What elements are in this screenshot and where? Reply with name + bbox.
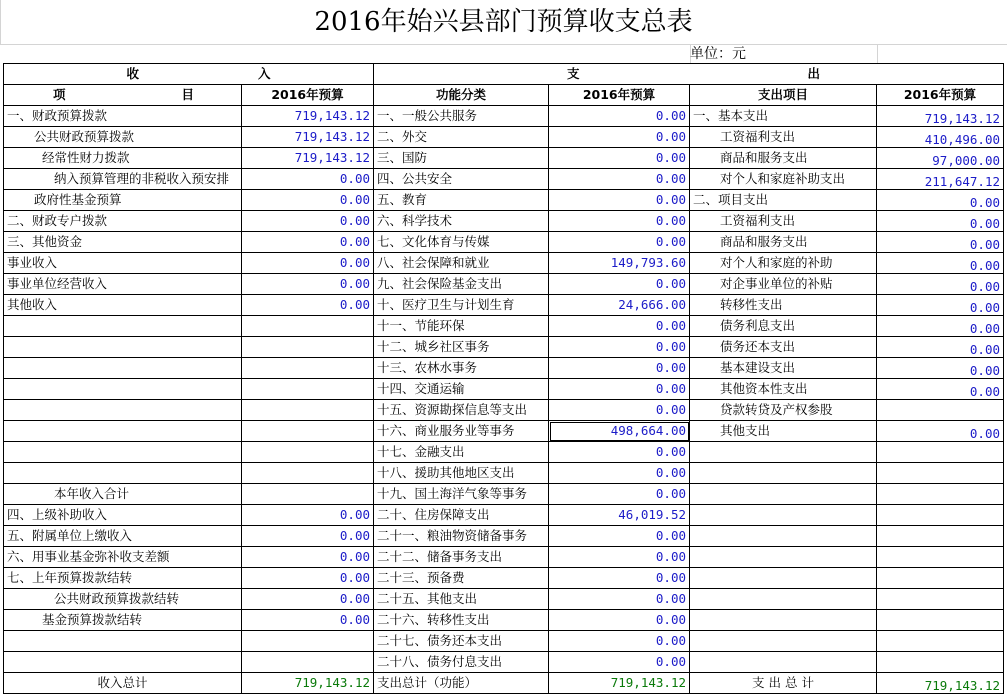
income-item-cell[interactable] [4,337,242,358]
expense-item-cell[interactable]: 对企事业单位的补贴 [690,274,877,295]
function-budget-cell[interactable]: 0.00 [549,442,690,463]
table-row [4,169,1004,190]
function-budget-cell[interactable]: 0.00 [549,379,690,400]
function-category-cell[interactable]: 二十五、其他支出 [374,589,549,610]
table-row [4,274,1004,295]
table-row [4,442,1004,463]
expense-item-cell[interactable]: 一、基本支出 [690,106,877,127]
function-budget-cell[interactable]: 0.00 [549,631,690,652]
col-header-function[interactable]: 功能分类 [374,85,549,106]
function-category-cell[interactable]: 二十、住房保障支出 [374,505,549,526]
income-budget-cell[interactable]: 0.00 [242,526,374,547]
income-item-cell[interactable] [4,421,242,442]
expense-item-cell[interactable]: 转移性支出 [690,295,877,316]
expense-budget-cell[interactable]: 0.00 [877,253,1004,274]
expense-item-cell[interactable] [690,589,877,610]
table-row [4,421,1004,442]
function-budget-cell[interactable]: 0.00 [549,610,690,631]
income-budget-cell[interactable]: 0.00 [242,589,374,610]
function-total-label[interactable]: 支出总计（功能） [374,673,549,694]
function-category-cell[interactable]: 五、教育 [374,190,549,211]
income-budget-cell[interactable]: 0.00 [242,295,374,316]
function-budget-cell[interactable]: 0.00 [549,589,690,610]
table-row [4,127,1004,148]
col-header-income-budget[interactable]: 2016年预算 [242,85,374,106]
income-budget-cell[interactable] [242,316,374,337]
function-budget-cell[interactable]: 0.00 [549,190,690,211]
table-row [4,631,1004,652]
expense-char-2: 出 [807,66,820,81]
income-item-cell[interactable]: 事业单位经营收入 [4,274,242,295]
function-budget-cell[interactable]: 0.00 [549,169,690,190]
function-category-cell[interactable]: 二十三、预备费 [374,568,549,589]
col-header-expense-item[interactable]: 支出项目 [690,85,877,106]
function-category-cell[interactable]: 四、公共安全 [374,169,549,190]
income-item-cell[interactable] [4,400,242,421]
expense-item-cell[interactable]: 其他支出 [690,421,877,442]
income-budget-cell[interactable] [242,337,374,358]
function-category-cell[interactable]: 二十七、债务还本支出 [374,631,549,652]
function-category-cell[interactable]: 十三、农林水事务 [374,358,549,379]
col-header-function-budget[interactable]: 2016年预算 [549,85,690,106]
expense-item-cell[interactable] [690,568,877,589]
function-category-cell[interactable]: 二十一、粮油物资储备事务 [374,526,549,547]
income-budget-cell[interactable]: 0.00 [242,211,374,232]
function-budget-cell[interactable]: 0.00 [549,148,690,169]
income-item-cell[interactable] [4,652,242,673]
function-budget-cell[interactable]: 0.00 [549,547,690,568]
income-item-cell[interactable]: 本年收入合计 [4,484,242,505]
income-budget-cell[interactable]: 0.00 [242,169,374,190]
income-item-cell[interactable]: 六、用事业基金弥补收支差额 [4,547,242,568]
table-row [4,106,1004,127]
expense-budget-cell[interactable]: 410,496.00 [877,127,1004,148]
table-row [4,190,1004,211]
function-category-cell[interactable]: 十、医疗卫生与计划生育 [374,295,549,316]
function-budget-cell[interactable]: 0.00 [549,652,690,673]
function-total-value[interactable]: 719,143.12 [549,673,690,694]
function-budget-cell[interactable]: 0.00 [549,316,690,337]
function-budget-cell[interactable]: 0.00 [549,358,690,379]
expense-budget-cell[interactable] [877,568,1004,589]
totals-row [4,673,1004,694]
expense-budget-cell[interactable] [877,652,1004,673]
income-budget-cell[interactable] [242,442,374,463]
income-item-cell[interactable] [4,379,242,400]
table-row [4,568,1004,589]
expense-item-cell[interactable]: 商品和服务支出 [690,148,877,169]
income-item-cell[interactable]: 经常性财力拨款 [4,148,242,169]
income-item-cell[interactable]: 四、上级补助收入 [4,505,242,526]
function-category-cell[interactable]: 八、社会保障和就业 [374,253,549,274]
function-category-cell[interactable]: 六、科学技术 [374,211,549,232]
function-category-cell[interactable]: 十八、援助其他地区支出 [374,463,549,484]
income-item-cell[interactable]: 公共财政预算拨款 [4,127,242,148]
function-category-cell[interactable]: 二、外交 [374,127,549,148]
expense-budget-cell[interactable] [877,442,1004,463]
expense-item-cell[interactable] [690,505,877,526]
expense-budget-cell[interactable] [877,400,1004,421]
function-category-cell[interactable]: 一、一般公共服务 [374,106,549,127]
expense-budget-cell[interactable] [877,526,1004,547]
income-budget-cell[interactable] [242,631,374,652]
col-header-item[interactable] [4,85,242,106]
budget-table [3,63,1004,694]
income-item-cell[interactable]: 七、上年预算拨款结转 [4,568,242,589]
income-item-cell[interactable] [4,631,242,652]
expense-item-cell[interactable]: 二、项目支出 [690,190,877,211]
expense-section-header[interactable] [374,64,1004,85]
table-row [4,379,1004,400]
table-row [4,589,1004,610]
table-row [4,463,1004,484]
table-row [4,652,1004,673]
expense-budget-cell[interactable]: 97,000.00 [877,148,1004,169]
function-budget-cell[interactable]: 0.00 [549,211,690,232]
income-budget-cell[interactable]: 719,143.12 [242,106,374,127]
table-row [4,358,1004,379]
function-budget-cell[interactable]: 498,664.00 [549,421,690,442]
function-category-cell[interactable]: 二十六、转移性支出 [374,610,549,631]
expense-budget-cell[interactable] [877,484,1004,505]
table-row [4,526,1004,547]
function-budget-cell[interactable]: 0.00 [549,400,690,421]
expense-total-label[interactable]: 支 出 总 计 [690,673,877,694]
expense-budget-cell[interactable] [877,589,1004,610]
expense-budget-cell[interactable]: 0.00 [877,190,1004,211]
expense-budget-cell[interactable]: 0.00 [877,337,1004,358]
function-category-cell[interactable]: 十九、国土海洋气象等事务 [374,484,549,505]
function-category-cell[interactable]: 二十二、储备事务支出 [374,547,549,568]
col-item-char-1: 项 [53,87,66,102]
income-budget-cell[interactable] [242,484,374,505]
income-budget-cell[interactable] [242,463,374,484]
income-char-1: 收 [126,66,139,81]
function-category-cell[interactable]: 十四、交通运输 [374,379,549,400]
function-budget-cell[interactable]: 0.00 [549,463,690,484]
expense-budget-cell[interactable] [877,547,1004,568]
income-item-cell[interactable] [4,358,242,379]
income-item-cell[interactable]: 二、财政专户拨款 [4,211,242,232]
table-row [4,337,1004,358]
report-title: 2016年始兴县部门预算收支总表 [314,7,693,37]
expense-budget-cell[interactable]: 0.00 [877,295,1004,316]
income-budget-cell[interactable]: 0.00 [242,547,374,568]
expense-item-cell[interactable] [690,631,877,652]
expense-item-cell[interactable]: 贷款转贷及产权参股 [690,400,877,421]
income-item-cell[interactable]: 五、附属单位上缴收入 [4,526,242,547]
table-row [4,295,1004,316]
col-item-char-2: 目 [181,87,194,102]
expense-budget-cell[interactable]: 719,143.12 [877,106,1004,127]
expense-item-cell[interactable] [690,442,877,463]
income-budget-cell[interactable]: 0.00 [242,274,374,295]
income-budget-cell[interactable] [242,421,374,442]
table-row [4,505,1004,526]
income-item-cell[interactable] [4,442,242,463]
function-category-cell[interactable]: 十一、节能环保 [374,316,549,337]
function-category-cell[interactable]: 十六、商业服务业等事务 [374,421,549,442]
income-item-cell[interactable]: 一、财政预算拨款 [4,106,242,127]
expense-item-cell[interactable] [690,526,877,547]
expense-item-cell[interactable]: 工资福利支出 [690,211,877,232]
function-budget-cell[interactable]: 46,019.52 [549,505,690,526]
function-budget-cell[interactable]: 0.00 [549,106,690,127]
function-budget-cell[interactable]: 24,666.00 [549,295,690,316]
expense-budget-cell[interactable] [877,505,1004,526]
income-item-cell[interactable] [4,463,242,484]
income-item-cell[interactable]: 公共财政预算拨款结转 [4,589,242,610]
expense-item-cell[interactable]: 对个人和家庭补助支出 [690,169,877,190]
table-row [4,400,1004,421]
function-category-cell[interactable]: 十二、城乡社区事务 [374,337,549,358]
function-budget-cell[interactable]: 0.00 [549,274,690,295]
income-item-cell[interactable]: 三、其他资金 [4,232,242,253]
expense-item-cell[interactable]: 债务还本支出 [690,337,877,358]
expense-item-cell[interactable]: 基本建设支出 [690,358,877,379]
income-item-cell[interactable] [4,316,242,337]
table-row [4,253,1004,274]
expense-budget-cell[interactable]: 0.00 [877,421,1004,442]
expense-item-cell[interactable]: 债务利息支出 [690,316,877,337]
income-char-2: 入 [257,66,271,81]
gridline [0,44,1007,45]
expense-budget-cell[interactable]: 0.00 [877,358,1004,379]
expense-item-cell[interactable] [690,610,877,631]
unit-label: 单位：元 [690,46,746,62]
expense-budget-cell[interactable]: 0.00 [877,379,1004,400]
expense-item-cell[interactable]: 对个人和家庭的补助 [690,253,877,274]
income-item-cell[interactable]: 纳入预算管理的非税收入预安排 [4,169,242,190]
function-category-cell[interactable]: 三、国防 [374,148,549,169]
table-row [4,610,1004,631]
function-budget-cell[interactable]: 149,793.60 [549,253,690,274]
income-budget-cell[interactable]: 0.00 [242,232,374,253]
expense-budget-cell[interactable]: 0.00 [877,316,1004,337]
expense-budget-cell[interactable]: 211,647.12 [877,169,1004,190]
table-row [4,211,1004,232]
income-budget-cell[interactable] [242,358,374,379]
income-item-cell[interactable]: 政府性基金预算 [4,190,242,211]
function-category-cell[interactable]: 二十八、债务付息支出 [374,652,549,673]
gridline [877,44,878,63]
expense-item-cell[interactable] [690,463,877,484]
function-budget-cell[interactable]: 0.00 [549,568,690,589]
income-budget-cell[interactable]: 0.00 [242,253,374,274]
function-category-cell[interactable]: 十七、金融支出 [374,442,549,463]
income-budget-cell[interactable]: 0.00 [242,568,374,589]
table-row [4,547,1004,568]
function-budget-cell[interactable]: 0.00 [549,127,690,148]
expense-item-cell[interactable]: 商品和服务支出 [690,232,877,253]
income-budget-cell[interactable]: 0.00 [242,505,374,526]
expense-item-cell[interactable]: 其他资本性支出 [690,379,877,400]
col-header-expense-budget[interactable]: 2016年预算 [877,85,1004,106]
function-budget-cell[interactable]: 0.00 [549,232,690,253]
income-budget-cell[interactable]: 0.00 [242,610,374,631]
income-budget-cell[interactable] [242,400,374,421]
income-item-cell[interactable]: 基金预算拨款结转 [4,610,242,631]
income-budget-cell[interactable]: 0.00 [242,190,374,211]
expense-item-cell[interactable] [690,547,877,568]
income-budget-cell[interactable]: 719,143.12 [242,127,374,148]
table-row [4,484,1004,505]
header-row-columns [4,85,1004,106]
income-budget-cell[interactable] [242,652,374,673]
table-row [4,316,1004,337]
expense-total-value[interactable]: 719,143.12 [877,673,1004,694]
function-budget-cell[interactable]: 0.00 [549,526,690,547]
function-category-cell[interactable]: 七、文化体育与传媒 [374,232,549,253]
expense-budget-cell[interactable] [877,631,1004,652]
income-total-value[interactable]: 719,143.12 [242,673,374,694]
header-row-sections [4,64,1004,85]
function-category-cell[interactable]: 十五、资源勘探信息等支出 [374,400,549,421]
function-budget-cell[interactable]: 0.00 [549,337,690,358]
function-budget-cell[interactable]: 0.00 [549,484,690,505]
expense-budget-cell[interactable]: 0.00 [877,232,1004,253]
expense-item-cell[interactable] [690,652,877,673]
expense-char-1: 支 [567,66,580,81]
income-section-header[interactable] [4,64,374,85]
expense-budget-cell[interactable]: 0.00 [877,274,1004,295]
income-item-cell[interactable]: 其他收入 [4,295,242,316]
income-budget-cell[interactable]: 719,143.12 [242,148,374,169]
income-item-cell[interactable]: 事业收入 [4,253,242,274]
expense-item-cell[interactable] [690,484,877,505]
expense-budget-cell[interactable] [877,610,1004,631]
table-row [4,232,1004,253]
expense-budget-cell[interactable]: 0.00 [877,211,1004,232]
income-total-label[interactable]: 收入总计 [4,673,242,694]
expense-budget-cell[interactable] [877,463,1004,484]
table-row [4,148,1004,169]
expense-item-cell[interactable]: 工资福利支出 [690,127,877,148]
income-budget-cell[interactable] [242,379,374,400]
function-category-cell[interactable]: 九、社会保险基金支出 [374,274,549,295]
